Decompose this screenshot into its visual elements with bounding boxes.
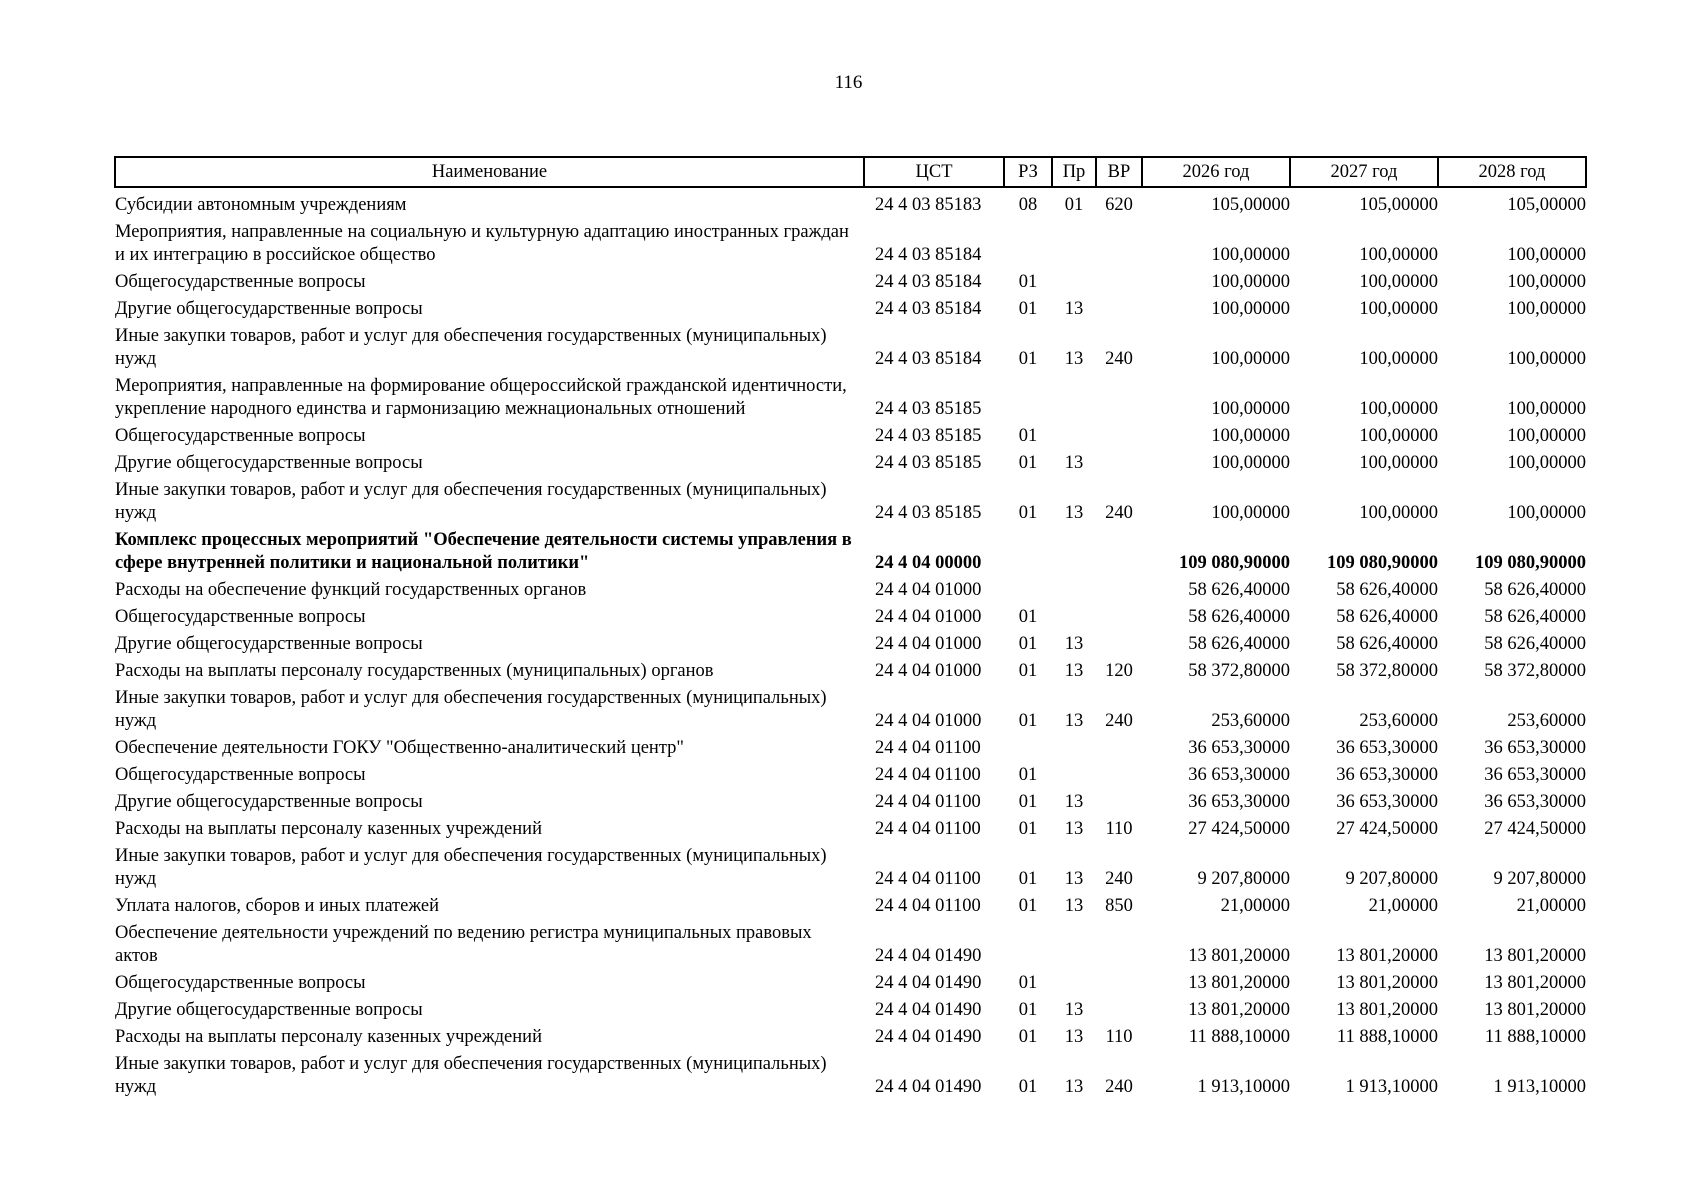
table-row	[115, 452, 1586, 479]
cell-2028: 105,00000	[1507, 195, 1586, 215]
cell-vr: 110	[1105, 819, 1133, 839]
cell-rz: 01	[1018, 349, 1038, 369]
header-vr: ВР	[1096, 157, 1142, 187]
cell-2028: 253,60000	[1507, 711, 1586, 731]
cell-2028: 100,00000	[1507, 299, 1586, 319]
cell-name: Иные закупки товаров, работ и услуг для обеспечения государственных (муниципальных) нужд	[115, 688, 827, 731]
cell-pr: 01	[1064, 195, 1084, 215]
cell-vr: 120	[1105, 661, 1133, 681]
table-row	[115, 298, 1586, 325]
cell-rz	[1004, 375, 1052, 425]
cell-pr	[1052, 606, 1096, 633]
cell-pr	[1052, 922, 1096, 972]
cell-pr	[1052, 737, 1096, 764]
cell-rz: 01	[1018, 869, 1038, 889]
cell-vr	[1096, 529, 1142, 579]
cell-2026: 100,00000	[1211, 503, 1290, 523]
cell-cst: 24 4 03 85185	[875, 399, 982, 419]
table-row	[115, 187, 1586, 221]
cell-2028: 36 653,30000	[1484, 792, 1586, 812]
cell-cst: 24 4 04 01100	[875, 765, 981, 785]
cell-name: Мероприятия, направленные на формирование общероссийской гражданской идентичности, укрепление народного единства и гармонизацию межнациональных отношений	[115, 376, 847, 419]
table-row	[115, 660, 1586, 687]
cell-pr: 13	[1064, 819, 1084, 839]
table-row	[115, 1053, 1586, 1103]
cell-rz: 08	[1018, 195, 1038, 215]
cell-rz: 01	[1018, 634, 1038, 654]
table-row	[115, 845, 1586, 895]
cell-pr: 13	[1064, 349, 1084, 369]
cell-pr: 13	[1064, 1077, 1084, 1097]
table-body	[115, 187, 1586, 1103]
cell-name: Расходы на выплаты персоналу государственных (муниципальных) органов	[115, 661, 714, 681]
cell-pr	[1052, 221, 1096, 271]
cell-name: Другие общегосударственные вопросы	[115, 299, 423, 319]
cell-rz: 01	[1018, 661, 1038, 681]
cell-2028: 58 626,40000	[1484, 607, 1586, 627]
cell-2028: 100,00000	[1507, 349, 1586, 369]
table-row	[115, 972, 1586, 999]
cell-cst: 24 4 03 85183	[875, 195, 982, 215]
cell-2028: 11 888,10000	[1484, 1027, 1586, 1047]
cell-pr: 13	[1064, 634, 1084, 654]
cell-vr	[1096, 221, 1142, 271]
header-cst: ЦСТ	[864, 157, 1004, 187]
cell-2026: 13 801,20000	[1188, 1000, 1290, 1020]
cell-rz	[1004, 922, 1052, 972]
cell-2027: 109 080,90000	[1327, 553, 1438, 573]
cell-pr	[1052, 764, 1096, 791]
table-row	[115, 375, 1586, 425]
cell-cst: 24 4 03 85184	[875, 272, 982, 292]
cell-vr	[1096, 271, 1142, 298]
cell-rz: 01	[1018, 607, 1038, 627]
cell-2026: 21,00000	[1220, 896, 1290, 916]
cell-name: Общегосударственные вопросы	[115, 272, 366, 292]
cell-2028: 27 424,50000	[1484, 819, 1586, 839]
cell-pr: 13	[1064, 453, 1084, 473]
cell-name: Комплекс процессных мероприятий "Обеспечение деятельности системы управления в сфере внутренней политики и национальной политики"	[115, 530, 852, 573]
cell-cst: 24 4 04 01100	[875, 738, 981, 758]
cell-name: Другие общегосударственные вопросы	[115, 634, 423, 654]
cell-cst: 24 4 04 01000	[875, 661, 982, 681]
cell-cst: 24 4 03 85184	[875, 349, 982, 369]
cell-2028: 109 080,90000	[1475, 553, 1586, 573]
cell-vr: 850	[1105, 896, 1133, 916]
cell-vr: 240	[1105, 711, 1133, 731]
cell-2027: 58 372,80000	[1336, 661, 1438, 681]
cell-vr	[1096, 999, 1142, 1026]
header-2028: 2028 год	[1438, 157, 1586, 187]
cell-cst: 24 4 03 85185	[875, 453, 982, 473]
cell-cst: 24 4 04 01000	[875, 634, 982, 654]
table-row	[115, 479, 1586, 529]
cell-cst: 24 4 04 01000	[875, 711, 982, 731]
cell-vr: 240	[1105, 503, 1133, 523]
cell-rz: 01	[1018, 503, 1038, 523]
cell-2027: 253,60000	[1359, 711, 1438, 731]
cell-cst: 24 4 03 85185	[875, 426, 982, 446]
cell-name: Уплата налогов, сборов и иных платежей	[115, 896, 440, 916]
cell-pr: 13	[1064, 896, 1084, 916]
cell-2027: 100,00000	[1359, 299, 1438, 319]
cell-2027: 100,00000	[1359, 272, 1438, 292]
cell-pr: 13	[1064, 299, 1084, 319]
cell-2027: 36 653,30000	[1336, 738, 1438, 758]
cell-rz: 01	[1018, 792, 1038, 812]
cell-pr: 13	[1064, 503, 1084, 523]
cell-2027: 105,00000	[1359, 195, 1438, 215]
cell-rz	[1004, 221, 1052, 271]
cell-2027: 100,00000	[1359, 503, 1438, 523]
cell-rz: 01	[1018, 896, 1038, 916]
cell-2026: 100,00000	[1211, 399, 1290, 419]
table-row	[115, 764, 1586, 791]
header-pr: Пр	[1052, 157, 1096, 187]
cell-rz: 01	[1018, 272, 1038, 292]
cell-cst: 24 4 03 85184	[875, 245, 982, 265]
cell-2026: 36 653,30000	[1188, 738, 1290, 758]
cell-2028: 100,00000	[1507, 272, 1586, 292]
budget-table	[114, 156, 1587, 1103]
table-row	[115, 633, 1586, 660]
cell-rz	[1004, 579, 1052, 606]
cell-pr	[1052, 972, 1096, 999]
table-row	[115, 425, 1586, 452]
cell-2026: 27 424,50000	[1188, 819, 1290, 839]
cell-cst: 24 4 04 01490	[875, 1077, 982, 1097]
cell-2027: 100,00000	[1359, 426, 1438, 446]
cell-2028: 58 372,80000	[1484, 661, 1586, 681]
table-row	[115, 687, 1586, 737]
cell-cst: 24 4 03 85184	[875, 299, 982, 319]
cell-vr: 240	[1105, 349, 1133, 369]
cell-2028: 100,00000	[1507, 453, 1586, 473]
cell-vr	[1096, 972, 1142, 999]
cell-2028: 13 801,20000	[1484, 1000, 1586, 1020]
cell-pr: 13	[1064, 1000, 1084, 1020]
table-row	[115, 999, 1586, 1026]
cell-name: Общегосударственные вопросы	[115, 973, 366, 993]
cell-vr: 240	[1105, 1077, 1133, 1097]
cell-2026: 58 626,40000	[1188, 580, 1290, 600]
table-row	[115, 791, 1586, 818]
cell-2026: 58 372,80000	[1188, 661, 1290, 681]
table-row	[115, 579, 1586, 606]
cell-2027: 58 626,40000	[1336, 580, 1438, 600]
cell-pr: 13	[1064, 711, 1084, 731]
cell-2028: 36 653,30000	[1484, 738, 1586, 758]
cell-name: Обеспечение деятельности учреждений по ведению регистра муниципальных правовых актов	[115, 923, 812, 966]
cell-rz	[1004, 529, 1052, 579]
cell-2028: 100,00000	[1507, 245, 1586, 265]
cell-2027: 21,00000	[1368, 896, 1438, 916]
cell-2027: 100,00000	[1359, 245, 1438, 265]
cell-pr: 13	[1064, 1027, 1084, 1047]
cell-2028: 13 801,20000	[1484, 973, 1586, 993]
cell-rz: 01	[1018, 1077, 1038, 1097]
header-2026: 2026 год	[1142, 157, 1290, 187]
cell-vr	[1096, 452, 1142, 479]
cell-2026: 13 801,20000	[1188, 946, 1290, 966]
cell-2027: 58 626,40000	[1336, 634, 1438, 654]
cell-pr	[1052, 425, 1096, 452]
cell-name: Расходы на обеспечение функций государственных органов	[115, 580, 587, 600]
cell-2027: 9 207,80000	[1345, 869, 1438, 889]
cell-pr	[1052, 271, 1096, 298]
cell-vr	[1096, 298, 1142, 325]
cell-rz: 01	[1018, 819, 1038, 839]
cell-2026: 105,00000	[1211, 195, 1290, 215]
cell-name: Расходы на выплаты персоналу казенных учреждений	[115, 1027, 542, 1047]
cell-2027: 36 653,30000	[1336, 765, 1438, 785]
header-rz: РЗ	[1004, 157, 1052, 187]
cell-vr	[1096, 633, 1142, 660]
cell-2027: 13 801,20000	[1336, 973, 1438, 993]
cell-2027: 100,00000	[1359, 399, 1438, 419]
cell-2028: 36 653,30000	[1484, 765, 1586, 785]
cell-vr	[1096, 764, 1142, 791]
cell-name: Иные закупки товаров, работ и услуг для обеспечения государственных (муниципальных) нужд	[115, 846, 827, 889]
cell-2026: 11 888,10000	[1188, 1027, 1290, 1047]
table-row	[115, 1026, 1586, 1053]
cell-2026: 9 207,80000	[1197, 869, 1290, 889]
cell-2026: 58 626,40000	[1188, 607, 1290, 627]
cell-pr	[1052, 529, 1096, 579]
cell-name: Иные закупки товаров, работ и услуг для обеспечения государственных (муниципальных) нужд	[115, 1054, 827, 1097]
cell-2028: 100,00000	[1507, 426, 1586, 446]
cell-cst: 24 4 04 01490	[875, 1000, 982, 1020]
cell-name: Иные закупки товаров, работ и услуг для обеспечения государственных (муниципальных) нужд	[115, 480, 827, 523]
cell-vr	[1096, 425, 1142, 452]
cell-2026: 58 626,40000	[1188, 634, 1290, 654]
table-header	[115, 157, 1586, 187]
cell-2026: 100,00000	[1211, 245, 1290, 265]
cell-name: Расходы на выплаты персоналу казенных учреждений	[115, 819, 542, 839]
cell-vr: 110	[1105, 1027, 1133, 1047]
cell-2028: 58 626,40000	[1484, 634, 1586, 654]
cell-2028: 21,00000	[1516, 896, 1586, 916]
cell-2026: 36 653,30000	[1188, 792, 1290, 812]
cell-name: Другие общегосударственные вопросы	[115, 1000, 423, 1020]
cell-vr	[1096, 579, 1142, 606]
cell-cst: 24 4 04 01490	[875, 1027, 982, 1047]
table-row	[115, 221, 1586, 271]
cell-cst: 24 4 04 01490	[875, 973, 982, 993]
cell-2026: 13 801,20000	[1188, 973, 1290, 993]
cell-2026: 253,60000	[1211, 711, 1290, 731]
cell-pr: 13	[1064, 869, 1084, 889]
table-row	[115, 818, 1586, 845]
cell-pr: 13	[1064, 792, 1084, 812]
cell-rz: 01	[1018, 299, 1038, 319]
cell-cst: 24 4 03 85185	[875, 503, 982, 523]
cell-cst: 24 4 04 01100	[875, 792, 981, 812]
cell-cst: 24 4 04 01100	[875, 819, 981, 839]
cell-rz: 01	[1018, 973, 1038, 993]
cell-2026: 109 080,90000	[1179, 553, 1290, 573]
table-row	[115, 271, 1586, 298]
cell-cst: 24 4 04 00000	[875, 553, 982, 573]
cell-name: Общегосударственные вопросы	[115, 607, 366, 627]
cell-name: Другие общегосударственные вопросы	[115, 792, 423, 812]
cell-rz: 01	[1018, 453, 1038, 473]
table-row	[115, 737, 1586, 764]
header-2027: 2027 год	[1290, 157, 1438, 187]
cell-2028: 13 801,20000	[1484, 946, 1586, 966]
cell-name: Субсидии автономным учреждениям	[115, 195, 407, 215]
header-name: Наименование	[115, 157, 864, 187]
table-row	[115, 606, 1586, 633]
cell-name: Общегосударственные вопросы	[115, 426, 366, 446]
cell-rz: 01	[1018, 426, 1038, 446]
cell-rz: 01	[1018, 765, 1038, 785]
cell-vr	[1096, 606, 1142, 633]
cell-2027: 36 653,30000	[1336, 792, 1438, 812]
cell-name: Мероприятия, направленные на социальную и культурную адаптацию иностранных граждан и их интеграцию в российское общество	[115, 222, 849, 265]
cell-2028: 1 913,10000	[1493, 1077, 1586, 1097]
cell-name: Иные закупки товаров, работ и услуг для обеспечения государственных (муниципальных) нужд	[115, 326, 827, 369]
cell-2027: 100,00000	[1359, 349, 1438, 369]
cell-cst: 24 4 04 01100	[875, 896, 981, 916]
cell-cst: 24 4 04 01100	[875, 869, 981, 889]
cell-2028: 100,00000	[1507, 503, 1586, 523]
cell-2027: 11 888,10000	[1336, 1027, 1438, 1047]
table-row	[115, 325, 1586, 375]
table-row	[115, 922, 1586, 972]
cell-2027: 58 626,40000	[1336, 607, 1438, 627]
cell-cst: 24 4 04 01490	[875, 946, 982, 966]
cell-rz: 01	[1018, 1000, 1038, 1020]
cell-2027: 27 424,50000	[1336, 819, 1438, 839]
cell-vr	[1096, 922, 1142, 972]
cell-cst: 24 4 04 01000	[875, 607, 982, 627]
cell-rz: 01	[1018, 1027, 1038, 1047]
cell-2026: 100,00000	[1211, 299, 1290, 319]
cell-pr	[1052, 375, 1096, 425]
cell-pr	[1052, 579, 1096, 606]
cell-vr	[1096, 737, 1142, 764]
table-row	[115, 895, 1586, 922]
cell-rz	[1004, 737, 1052, 764]
cell-2028: 58 626,40000	[1484, 580, 1586, 600]
cell-2027: 100,00000	[1359, 453, 1438, 473]
page-number: 116	[834, 72, 863, 93]
cell-2027: 13 801,20000	[1336, 946, 1438, 966]
cell-name: Общегосударственные вопросы	[115, 765, 366, 785]
cell-2027: 13 801,20000	[1336, 1000, 1438, 1020]
cell-vr	[1096, 791, 1142, 818]
cell-vr	[1096, 375, 1142, 425]
cell-name: Обеспечение деятельности ГОКУ "Общественно-аналитический центр"	[115, 738, 684, 758]
cell-2026: 1 913,10000	[1197, 1077, 1290, 1097]
cell-2026: 100,00000	[1211, 272, 1290, 292]
cell-vr: 240	[1105, 869, 1133, 889]
cell-2027: 1 913,10000	[1345, 1077, 1438, 1097]
cell-vr: 620	[1105, 195, 1133, 215]
cell-rz: 01	[1018, 711, 1038, 731]
cell-pr: 13	[1064, 661, 1084, 681]
cell-cst: 24 4 04 01000	[875, 580, 982, 600]
cell-2028: 100,00000	[1507, 399, 1586, 419]
cell-2026: 100,00000	[1211, 349, 1290, 369]
cell-2026: 100,00000	[1211, 453, 1290, 473]
cell-2026: 36 653,30000	[1188, 765, 1290, 785]
cell-2026: 100,00000	[1211, 426, 1290, 446]
table-row	[115, 529, 1586, 579]
cell-2028: 9 207,80000	[1493, 869, 1586, 889]
cell-name: Другие общегосударственные вопросы	[115, 453, 423, 473]
